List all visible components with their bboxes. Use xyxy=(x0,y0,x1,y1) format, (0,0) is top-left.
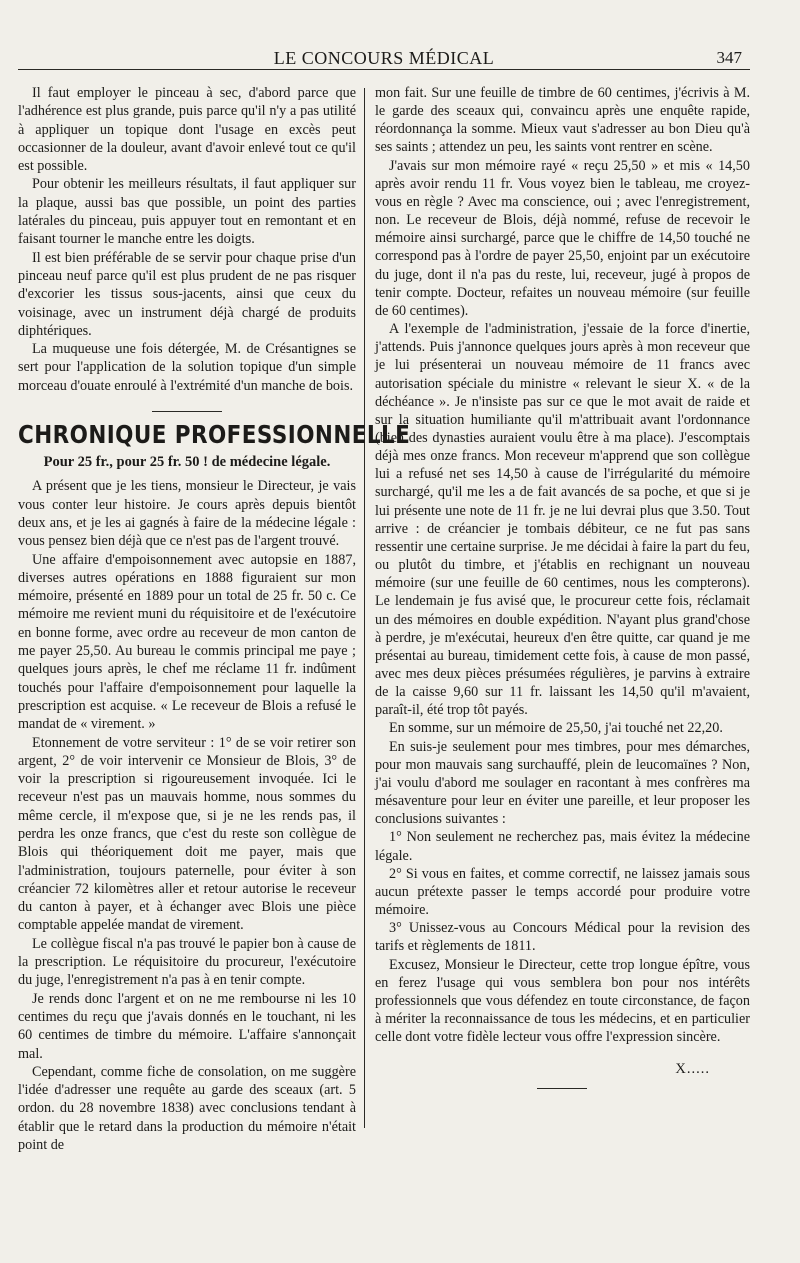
paragraph: 1° Non seulement ne recherchez pas, mais évitez la médecine légale. xyxy=(374,829,750,864)
paragraph: En suis-je seulement pour mes timbres, pour mes démarches, pour mon mauvais sang surchauffé, plein de leucomaïnes ? Non, j'ai voulu d'abord me soulager en racontant à mes confrères ma mésaventure pour leur en éviter une pareille, et leur proposer les conclusions suivantes : xyxy=(374,738,750,828)
paragraph: Le collègue fiscal n'a pas trouvé le papier bon à cause de la prescription. Le réquisitoire du procureur, l'exécutoire du juge, l'enregistrement n'a pas à en tenir compte. xyxy=(18,935,356,989)
text-columns xyxy=(18,84,750,1154)
journal-title: LE CONCOURS MÉDICAL xyxy=(273,48,495,68)
paragraph: Excusez, Monsieur le Directeur, cette trop longue épître, vous en ferez l'usage qui vous semblera bon pour nos intérêts professionnels que vous défendez en toute circonstance, de façon à mériter la reconnaissance de tous les médecins, et en particulier celle dont votre fidèle lecteur vous offre l'expression sincère. xyxy=(374,956,750,1046)
paragraph: 3° Unissez-vous au Concours Médical pour la revision des tarifs et règlements de 1811. xyxy=(374,920,750,955)
paragraph: Je rends donc l'argent et on ne me rembourse ni les 10 centimes du reçu que j'avais donnés en le touchant, ni les 60 centimes de timbre du mémoire. L'affaire s'annonçait mal. xyxy=(18,990,356,1062)
paragraph: mon fait. Sur une feuille de timbre de 60 centimes, j'écrivis à M. le garde des sceaux qui, convaincu après une enquête rapide, réordonnança la somme. Mieux vaut s'adresser au bon Dieu qu'à ses saints ; attendez un peu, les saints vont rentrer en scène. xyxy=(374,85,750,156)
left-column xyxy=(18,84,411,1154)
paragraph: Cependant, comme fiche de consolation, on me suggère l'idée d'adresser une requête au garde des sceaux (art. 5 ordon. du 28 novembre 1838) avec conclusions tendant à établir que le retard dans la production du mémoire n'était point de xyxy=(18,1063,356,1154)
page-header xyxy=(18,40,750,70)
section-heading: CHRONIQUE PROFESSIONNELLE xyxy=(18,420,411,450)
end-divider xyxy=(537,1088,587,1089)
paragraph: J'avais sur mon mémoire rayé « reçu 25,50 » et mis « 14,50 après avoir rendu 11 fr. Vous voyez bien le tableau, me croyez-vous en règle ? Avec ma conscience, oui ; avec l'enregistrement, non. Le receveur de Blois, déjà nommé, refuse de recevoir le mémoire ainsi surchargé, parce que le chiffre de 14,50 touché ne correspond pas à l'ordre de payer 25,50, enjoint par un exécutoire du juge, dont il n'a pas du reste, lui, receveur, jugé à propos de tenir compte. Docteur, refaites un nouveau mémoire (sur feuille de 60 centimes). xyxy=(374,157,750,319)
page-number: 347 xyxy=(716,48,742,67)
paragraph: La muqueuse une fois détergée, M. de Crésantignes se sert pour l'application de la solution topique d'un simple morceau d'ouate enroulé à l'extrémité d'un manche de bois. xyxy=(18,341,356,394)
paragraph: Pour obtenir les meilleurs résultats, il faut appliquer sur la plaque, aussi bas que possible, un point des parties latérales du pinceau, puis appuyer tout en remontant et en faisant tourner le manche entre les doigts. xyxy=(18,176,356,248)
paragraph: 2° Si vous en faites, et comme correctif, ne laissez jamais sous aucun prétexte passer le temps accordé pour produire votre mémoire. xyxy=(374,865,750,919)
paragraph: Il est bien préférable de se servir pour chaque prise d'un pinceau neuf parce qu'il est plus prudent de ne pas risquer d'excorier les tissus sous-jacents, ainsi que ceux du voisinage, avec un instrument déjà chargé de produits diphtériques. xyxy=(18,249,356,339)
article-heading: Pour 25 fr., pour 25 fr. 50 ! de médecine légale. xyxy=(43,454,331,471)
paragraph: Une affaire d'empoisonnement avec autopsie en 1887, diverses autres opérations en 1888 figuraient sur mon mémoire, présenté en 1889 pour un total de 25 fr. 50 c. Ce mémoire me revient muni du réquisitoire et de l'exécutoire en bonne forme, avec ordre au receveur de mon canton de me payer 25,50. Au bureau le commis principal me paye ; quelques jours après, le chef me réclame 11 fr. indûment touchés pour l'affaire d'empoisonnement pour laquelle la prescription est acquise. « Le receveur de Blois a refusé le mandat de « virement. » xyxy=(18,551,356,733)
signature: X..... xyxy=(675,1061,710,1078)
paragraph: A présent que je les tiens, monsieur le Directeur, je vais vous conter leur histoire. Je cours après depuis bientôt deux ans, et je les ai gagnés à faire de la médecine légale : vous pensez bien déjà que ce n'est pas de l'argent trouvé. xyxy=(18,478,356,550)
paragraph: En somme, sur un mémoire de 25,50, j'ai touché net 22,20. xyxy=(388,720,723,737)
section-divider xyxy=(152,411,222,412)
paragraph: Etonnement de votre serviteur : 1° de se voir retirer son argent, 2° de voir intervenir ce Monsieur de Blois, 3° de voir la prescription si rigoureusement invoquée. Ici le receveur n'est pas un mauvais homme, nous sommes du même cercle, il m'expose que, si je ne les rends pas, il perdra les onze francs, que c'est du reste son collègue de Blois qui théoriquement doit me payer, mais que l'administration, toujours paternelle, pour éviter à son créancier 72 kilomètres aller et retour autorise le receveur du canton à payer, et à échanger avec Blois une pièce comptable appelée mandat de virement. xyxy=(18,734,356,934)
paragraph: A l'exemple de l'administration, j'essaie de la force d'inertie, j'attends. Puis j'annonce quelques jours après à mon receveur que je lui présenterai un nouveau mémoire de 11 francs avec autorisation spéciale du ministre « relevant le sieur X. « de la déchéance ». Je n'insiste pas sur ce que le mot avait de raide et sur la situation humiliante qu'il m'attribuait avant l'ordonnance (bien des dynasties auraient voulu être à ma place). J'escomptais déjà mes onze francs. Mon receveur m'apprend que son collègue lui a refusé net ses 14,50 à cause de l'irrégularité du mémoire surchargé, qu'il me les a de fait avancés de sa poche, et que si je lui présente une note de 11 fr. je ne lui devrai plus que 3.50. Tout arrive : de créancier je tombais débiteur, ce ne fut pas sans ressentir une certaine surprise. Je me décidai à faire la part du feu, ou plutôt du timbre, et j'établis en rechignant un nouveau mémoire (sur une feuille de 60 centimes, nous les compterons). Le lendemain je fus avisé que, le procureur cette fois, réclamait un des mémoires en double expédition. N'ayant plus grand'chose à perdre, je m'exécutai, heureux d'en être quitte, car quand je me présentai au bureau, timidement cette fois, à cause de mon passé, avec mes deux pièces présumées régulières, je parvins à extraire de la caisse 9,60 sur 11 fr. laissant les 14,50 qu'il m'avaient, paraît-il, été trop tôt payés. xyxy=(374,321,750,719)
paragraph: Il faut employer le pinceau à sec, d'abord parce que l'adhérence est plus grande, puis parce qu'il n'y a pas utilité à appliquer un topique dont l'usage en excès peut occasionner de la douleur, avant d'avoir enlevé tout ce qu'il est possible. xyxy=(18,85,356,175)
right-column xyxy=(365,84,750,1154)
